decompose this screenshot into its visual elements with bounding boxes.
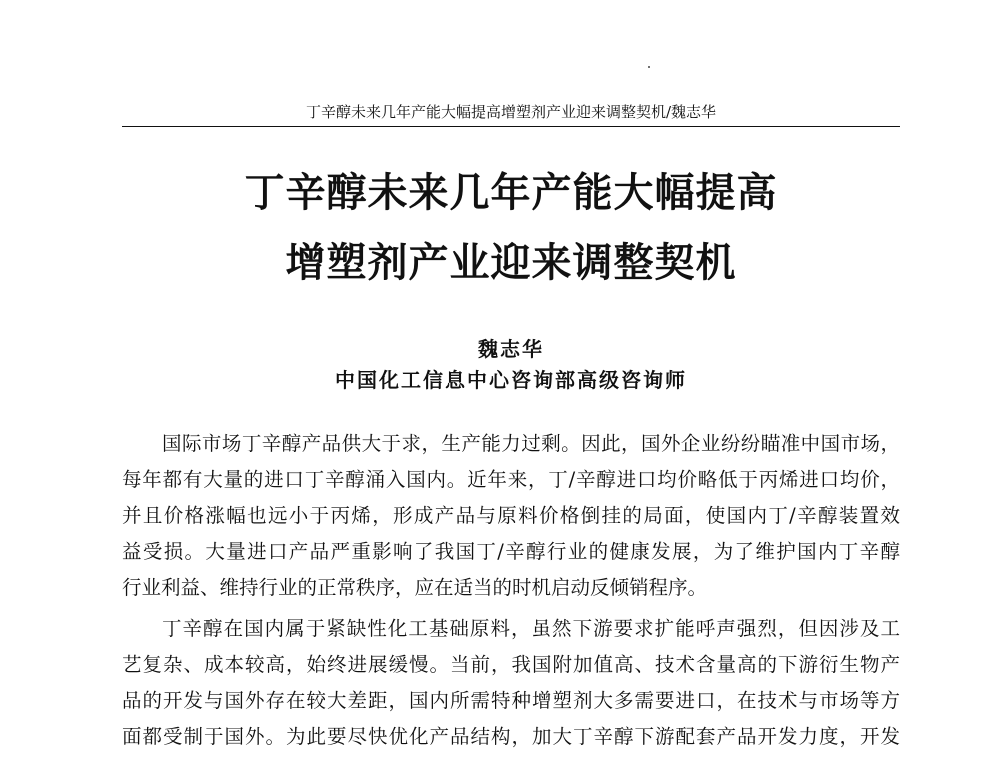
- paragraph-2-line-1: 丁辛醇在国内属于紧缺性化工基础原料，虽然下游要求扩能呼声强烈，但因涉及工: [162, 617, 900, 640]
- author-name: 魏志华: [478, 337, 544, 361]
- paragraph-1-line-2: 每年都有大量的进口丁辛醇涌入国内。近年来，丁/辛醇进口均价略低于丙烯进口均价，: [122, 468, 900, 491]
- paragraph-1-line-1: 国际市场丁辛醇产品供大于求，生产能力过剩。因此，国外企业纷纷瞄准中国市场，: [162, 432, 900, 455]
- article-title-line-2: 增塑剂产业迎来调整契机: [285, 239, 737, 286]
- scan-speck: [648, 66, 650, 68]
- paragraph-1-line-3: 并且价格涨幅也远小于丙烯，形成产品与原料价格倒挂的局面，使国内丁/辛醇装置效: [122, 504, 900, 527]
- running-header: 丁辛醇未来几年产能大幅提高增塑剂产业迎来调整契机/魏志华: [305, 103, 717, 121]
- paragraph-1-line-4: 益受损。大量进口产品严重影响了我国丁/辛醇行业的健康发展，为了维护国内丁辛醇: [122, 540, 900, 563]
- paragraph-2-line-4: 面都受制于国外。为此要尽快优化产品结构，加大丁辛醇下游配套产品开发力度，开发: [122, 725, 900, 748]
- paragraph-1-line-5: 行业利益、维持行业的正常秩序，应在适当的时机启动反倾销程序。: [122, 576, 708, 599]
- paragraph-2-line-2: 艺复杂、成本较高，始终进展缓慢。当前，我国附加值高、技术含量高的下游衍生物产: [122, 653, 900, 676]
- header-rule: [122, 126, 900, 127]
- paragraph-2-line-3: 品的开发与国外存在较大差距，国内所需特种增塑剂大多需要进口，在技术与市场等方: [122, 689, 900, 712]
- article-title-line-1: 丁辛醇未来几年产能大幅提高: [244, 169, 778, 216]
- author-affiliation: 中国化工信息中心咨询部高级咨询师: [335, 368, 687, 392]
